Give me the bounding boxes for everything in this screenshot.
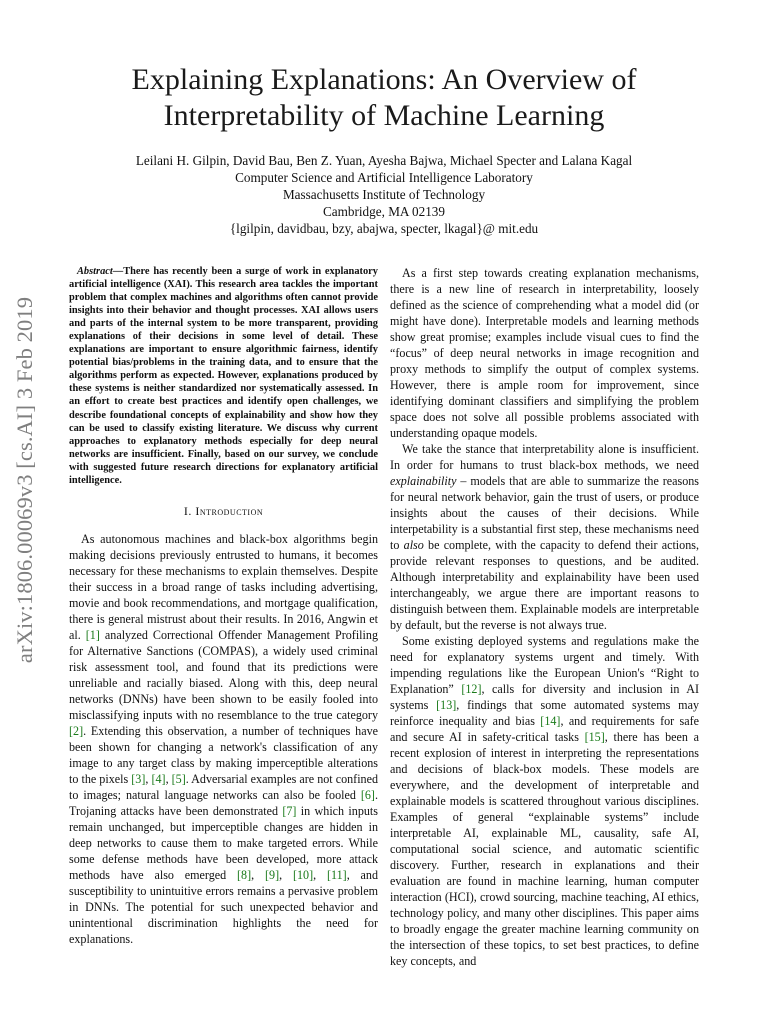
abstract-text: There has recently been a surge of work in explanatory artificial intelligence (XAI). This research area tackles the important problem that complex machines and algorithms often cannot provide insights into their behavior and thought processes. XAI allows users and parts of the internal system to be more transparent, providing explanations of their decisions in some level of detail. These explanations are important to ensure algorithmic fairness, identify potential bias/problems in the training data, and to ensure that the algorithms perform as expected. However, explanations produced by these systems is neither standardized nor systematically assessed. In an effort to create best practices and identify open challenges, we describe foundational concepts of explainability and show how they can be used to classify existing literature. We discuss why current approaches to explanatory methods especially for deep neural networks are insufficient. Finally, based on our survey, we conclude with suggested future research directions for explanatory artificial intelligence. (69, 266, 378, 486)
citation-link[interactable]: [1] (85, 627, 100, 642)
section-heading-introduction (69, 503, 378, 519)
right-paragraph-2 (390, 441, 699, 633)
text-span: , (145, 771, 152, 786)
emphasis-text: also (403, 538, 424, 552)
citation-link[interactable]: [9] (265, 867, 280, 882)
abstract (69, 265, 378, 487)
citation-link[interactable]: [3] (131, 771, 146, 786)
left-column (69, 265, 378, 947)
citation-link[interactable]: [4] (151, 771, 166, 786)
citation-link[interactable]: [15] (584, 730, 605, 744)
text-span: , calls for diversity and inclusion in AI systems (390, 682, 699, 712)
emphasis-text: explainability (390, 474, 457, 488)
citation-link[interactable]: [2] (69, 723, 84, 738)
text-span: , (251, 867, 265, 882)
author-block (40, 152, 728, 237)
author-names: Leilani H. Gilpin, David Bau, Ben Z. Yuan, Ayesha Bajwa, Michael Specter and Lalana Kagal (135, 153, 633, 168)
author-institute: Massachusetts Institute of Technology (282, 187, 486, 202)
citation-link[interactable]: [11] (326, 867, 347, 882)
text-span: Some existing deployed systems and regulations make the need for explanatory systems urgent and timely. With impending regulations like the European Union's “Right to Explanation” (390, 634, 699, 696)
citation-link[interactable]: [14] (540, 714, 561, 728)
citation-link[interactable]: [10] (292, 867, 314, 882)
right-paragraph-1: As a first step towards creating explanation mechanisms, there is a new line of research in interpretability, loosely defined as the science of comprehending what a model did (or might have done). Interpretable models and learning methods show great promise; examples include visual cues to find the “focus” of deep neural networks in image recognition and proxy methods to simplify the output of complex systems. However, there is ample room for improvement, since identifying dominant classifiers and simplifying the problem space does not solve all possible problems associated with understanding opaque models. (390, 266, 699, 440)
text-span: analyzed Correctional Offender Management Profiling for Alternative Sanctions (COMPAS), a widely used criminal risk assessment tool, and found that its predictions were unreliable and racially biased. Along with this, deep neural networks (DNNs) have been shown to be easily fooled into misclassifying inputs with no resemblance to the true category (69, 627, 378, 722)
author-location: Cambridge, MA 02139 (323, 204, 445, 219)
title-line-2: Interpretability of Machine Learning (163, 99, 605, 132)
text-span: . Adversarial examples are not confined to images; natural language networks can also be fooled (69, 771, 379, 802)
abstract-dash: — (112, 266, 124, 277)
section-number: I. (183, 503, 192, 518)
text-span: , and requirements for safe and secure AI in safety-critical tasks (390, 714, 699, 744)
citation-link[interactable]: [7] (282, 803, 297, 818)
right-column (390, 265, 699, 969)
arxiv-stamp (8, 260, 42, 700)
right-paragraph-3 (390, 633, 699, 969)
title-line-1: Explaining Explanations: An Overview of (131, 63, 637, 96)
text-span: . Extending this observation, a number of techniques have been shown for changing a network's classification of any image to any target class by making imperceptible alterations to the pixels (69, 723, 378, 786)
citation-link[interactable]: [13] (436, 698, 457, 712)
author-lab: Computer Science and Artificial Intelligence Laboratory (235, 170, 533, 185)
text-span: , and susceptibility to unintuitive errors remains a pervasive problem in DNNs. The potential for such unexpected behavior and unintentional discrimination highlights the need for explanations. (69, 867, 379, 946)
text-span: As autonomous machines and black-box algorithms begin making decisions previously entrusted to humans, it becomes necessary for these mechanisms to explain themselves. Despite their success in a broad range of tasks including advertising, movie and book recommendations, and mortgage qualification, there is general mistrust about their results. In 2016, Angwin et al. (69, 531, 378, 642)
arxiv-stamp-text: arXiv:1806.00069v3 [cs.AI] 3 Feb 2019 (12, 296, 37, 664)
text-span: , (279, 867, 293, 882)
text-span: , there has been a recent explosion of interest in interpreting the representations and decisions of black-box models. These models are everywhere, and the development of interpretable and explainable models is scattered throughout various disciplines. Examples of general “explainable systems” include interpretable AI, explainable ML, causality, safe AI, computational social science, and automatic scientific discovery. Further, research in explanations and their evaluation are found in machine learning, human computer interaction (HCI), crowd sourcing, machine teaching, AI ethics, technology policy, and many other disciplines. This paper aims to broadly engage the greater machine learning community on the intersection of these topics, to set best practices, to define key concepts, and (390, 730, 700, 968)
text-span: , (313, 867, 327, 882)
text-span: We take the stance that interpretability alone is insufficient. In order for humans to trust black-box methods, we need (390, 442, 699, 472)
citation-link[interactable]: [5] (171, 771, 186, 786)
text-span: . Trojaning attacks have been demonstrated (69, 787, 378, 818)
text-span: – models that are able to summarize the reasons for neural network behavior, gain the trust of users, or produce insights about the causes of their decisions. While interpetability is a substantial first step, these mechanisms need to (390, 474, 699, 552)
text-span: , (165, 771, 172, 786)
citation-link[interactable]: [12] (461, 682, 482, 696)
section-title: Introduction (195, 503, 264, 518)
intro-paragraph-1 (69, 531, 378, 947)
paper-title (60, 62, 708, 134)
text-span: be complete, with the capacity to defend their actions, provide relevant responses to questions, and be audited. Although interpretability and explainability have been used interchangeably, we argue there are important reasons to distinguish between them. Explainable models are interpretable by default, but the reverse is not always true. (390, 538, 699, 632)
abstract-label: Abstract (77, 266, 113, 277)
citation-link[interactable]: [8] (237, 867, 252, 882)
citation-link[interactable]: [6] (360, 787, 375, 802)
author-emails: {lgilpin, davidbau, bzy, abajwa, specter, lkagal}@ mit.edu (229, 221, 539, 236)
text-span: in which inputs remain unchanged, but imperceptible changes are hidden in deep networks to cause them to make targeted errors. While some defense methods have been developed, more attack methods have also emerged (69, 803, 378, 882)
text-span: , findings that some automated systems may reinforce inequality and bias (390, 698, 699, 728)
